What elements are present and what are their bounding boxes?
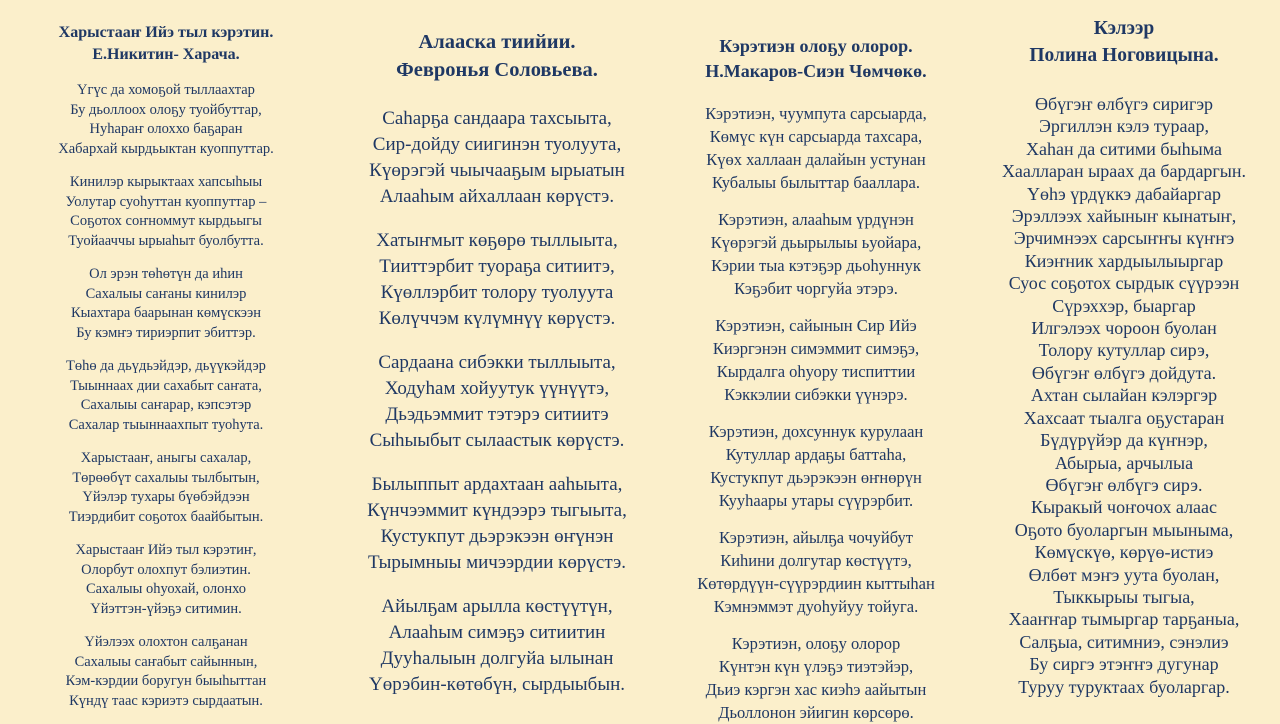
poem-line: Хаһан да ситими быһыма bbox=[1025, 138, 1222, 159]
poem-line: Күөрэгэй дьырылыы ьуойара, bbox=[710, 233, 922, 252]
poem-line: Кууһаары утары сүүрэрбит. bbox=[718, 491, 914, 510]
poem-line: Тииттэрбит туораҕа ситиитэ, bbox=[379, 256, 615, 277]
poem-line: Дьиэ кэргэн хас киэһэ аайытын bbox=[705, 680, 927, 699]
poem-line: Кыахтара баарынан көмүскээн bbox=[70, 305, 262, 321]
poem-line: Көлүччэм күлүмнүү көрүстэ. bbox=[378, 308, 616, 329]
poem-column-kharystaan bbox=[10, 0, 322, 711]
poem-line: Ол эрэн төһөтүн да иһин bbox=[89, 266, 243, 282]
poem-line: Эргиллэн кэлэ тураар, bbox=[1039, 116, 1209, 137]
stanza bbox=[332, 350, 662, 454]
stanza bbox=[664, 632, 968, 724]
poem-line: Ходуһам хойуутук үүнүүтэ, bbox=[384, 378, 610, 399]
poem-line: Өбүгэҥ өлбүгэ сирэ. bbox=[1045, 474, 1203, 495]
poem-column-alaaska-tiiyii bbox=[332, 0, 662, 698]
poem-line: Көмүс күн сарсыарда тахсара, bbox=[709, 127, 923, 146]
poem-line: Күндү таас кэриэтэ сырдаатын. bbox=[69, 692, 263, 709]
poem-line: Кэрэтиэн, чуумпута сарсыарда, bbox=[705, 104, 927, 123]
stanza bbox=[10, 357, 322, 435]
poem-line: Айылҕам арылла көстүүтүн, bbox=[381, 596, 613, 617]
stanza bbox=[10, 81, 322, 159]
poem-line: Сүрэххэр, быаргар bbox=[1052, 295, 1196, 316]
poem-line: Бу дьоллоох олоҕу туойбуттар, bbox=[70, 101, 262, 118]
poem-line: Көтөрдүүн-сүүрэрдиин кыттыһан bbox=[697, 574, 935, 593]
poem-author-line: Е.Никитин- Харача. bbox=[92, 45, 240, 63]
poem-line: Кэҕэбит чоргуйа этэрэ. bbox=[734, 279, 898, 298]
poem-column-keretien bbox=[664, 0, 968, 724]
poem-line: Кутуллар ардаҕы баттаһа, bbox=[725, 445, 907, 464]
poem-line: Бу сиргэ этэҥҥэ дугунар bbox=[1029, 654, 1219, 675]
poem-line: Кэмнэммэт дуоһуйуу тойуга. bbox=[713, 597, 919, 616]
poem-line: Күнчээммит күндээрэ тыгыыта, bbox=[367, 500, 627, 521]
poem-line: Хаалларан ыраах да бардаргын. bbox=[1001, 161, 1247, 182]
poem-line: Хахсаат тыалга оҕустаран bbox=[1023, 407, 1225, 428]
stanza bbox=[664, 526, 968, 618]
poem-line: Үөһэ үрдүккэ дабайаргар bbox=[1027, 183, 1221, 204]
poem-line: Толору кутуллар сирэ, bbox=[1038, 340, 1210, 361]
poem-line: Сир-дойду сиигинэн туолуута, bbox=[372, 134, 622, 155]
poem-line: Кэрэтиэн, сайынын Сир Ийэ bbox=[715, 316, 917, 335]
poem-line: Хааҥҥар тымыргар тарҕаныа, bbox=[1008, 609, 1240, 630]
poem-line: Күөх халлаан далайын устунан bbox=[706, 150, 926, 169]
poem-line: Кустукпут дьэрэкээн өҥүнэн bbox=[380, 526, 614, 547]
poem-line: Суос соҕотох сырдык сүүрээн bbox=[1008, 273, 1240, 294]
poem-line: Кустукпут дьэрэкээн өҥнөрүн bbox=[710, 468, 922, 487]
poem-line: Көмүскүө, көрүө-истиэ bbox=[1034, 542, 1214, 563]
poem-line: Кэрии тыа кэтэҕэр дьоһуннук bbox=[711, 256, 921, 275]
poem-line: Хабархай кырдьыктан куоппуттар. bbox=[58, 140, 274, 157]
poem-line: Күөллэрбит толору туолуута bbox=[380, 282, 614, 303]
poem-line: Сахалыы оһуохай, олонхо bbox=[85, 581, 247, 597]
poem-line: Тырымныы мичээрдии көрүстэ. bbox=[367, 552, 627, 573]
stanza bbox=[664, 208, 968, 300]
poem-title-line: Алааска тиийии. bbox=[418, 31, 576, 53]
poem-line: Киэргэнэн симэммит симэҕэ, bbox=[712, 339, 920, 358]
stanza bbox=[664, 314, 968, 406]
stanza bbox=[332, 228, 662, 332]
poem-line: Уолутар суоһуттан куоппуттар – bbox=[65, 193, 267, 210]
poem-line: Сахалыы саҥабыт сайыннын, bbox=[74, 653, 258, 670]
poem-line: Кубалыы былыттар бааллара. bbox=[712, 173, 920, 192]
poem-line: Киһини долгутар көстүүтэ, bbox=[720, 551, 912, 570]
poem-title bbox=[10, 22, 322, 65]
poem-line: Өбүгэҥ өлбүгэ сиригэр bbox=[1034, 94, 1214, 114]
poem-line: Сахалыы саҥаны кинилэр bbox=[85, 285, 247, 302]
poem-line: Сардаана сибэкки тыллыыта, bbox=[378, 352, 616, 373]
poem-line: Үйэттэн-үйэҕэ ситимин. bbox=[90, 600, 242, 617]
poem-line: Күнтэн күн үлэҕэ тиэтэйэр, bbox=[718, 657, 914, 676]
stanza bbox=[664, 420, 968, 512]
poem-line: Кырдалга оһуору тиспиттии bbox=[716, 362, 916, 381]
poem-line: Хатыҥмыт көҕөрө тыллыыта, bbox=[376, 230, 618, 251]
poem-line: Кэрэтиэн, олоҕу олорор bbox=[731, 634, 901, 653]
poem-line: Соҕотох соҥноммут кырдьыгы bbox=[70, 213, 262, 229]
poem-line: Ахтан сылайан кэлэргэр bbox=[1030, 385, 1218, 406]
poem-line: Өлбөт мэҥэ уута буолан, bbox=[1028, 564, 1220, 585]
poem-line: Кыракый чоҥочох алаас bbox=[1030, 497, 1218, 518]
stanza bbox=[968, 93, 1280, 698]
poem-line: Олорбут олохпут бэлиэтин. bbox=[81, 561, 251, 578]
poem-line: Тыккырыы тыгыа, bbox=[1053, 586, 1195, 607]
poem-title bbox=[332, 28, 662, 84]
poem-line: Сахалар тыыннаахпыт туоһута. bbox=[68, 416, 264, 433]
poem-line: Бүдүрүйэр да күҥнэр, bbox=[1040, 430, 1208, 451]
poem-title-line: Кэлээр bbox=[1093, 18, 1155, 39]
poem-line: Кэм-кэрдии боругун быыһыттан bbox=[65, 673, 267, 689]
poem-line: Былыппыт ардахтаан ааһыыта, bbox=[371, 474, 623, 495]
poem-author-line: Н.Макаров-Сиэн Чөмчөкө. bbox=[705, 61, 927, 81]
poem-line: Салҕыа, ситимниэ, сэнэлиэ bbox=[1019, 631, 1229, 652]
poem-line: Киэҥник хардыылыыргар bbox=[1024, 250, 1224, 271]
poem-line: Төрөөбүт сахалыы тылбытын, bbox=[72, 469, 260, 486]
poem-line: Төһө да дьүдьэйдэр, дьүүкэйдэр bbox=[66, 358, 266, 374]
poem-line: Тиэрдибит соҕотох баайбытын. bbox=[68, 508, 264, 525]
stanza bbox=[10, 633, 322, 711]
stanza bbox=[10, 449, 322, 527]
poem-line: Үйэлээх олохтон салҕанан bbox=[84, 634, 248, 650]
poem-line: Харыстааҥ, аныгы сахалар, bbox=[80, 450, 252, 466]
poem-line: Туруу туруктаах буоларгар. bbox=[1018, 676, 1230, 697]
poem-column-keleer bbox=[968, 0, 1280, 698]
poem-line: Харыстааҥ Ийэ тыл кэрэтиҥ, bbox=[75, 542, 257, 558]
poem-line: Тыыннаах дии сахабыт саҥата, bbox=[70, 377, 262, 394]
poem-line: Кэрэтиэн, дохсуннук курулаан bbox=[708, 422, 924, 441]
stanza bbox=[332, 472, 662, 576]
poem-line: Дьоллонон эйигин көрсөрө. bbox=[718, 703, 914, 722]
poem-title bbox=[664, 34, 968, 84]
stanza bbox=[10, 173, 322, 251]
poem-line: Кинилэр кырыктаах хапсыһыы bbox=[69, 174, 263, 190]
poem-line: Алааһым симэҕэ ситиитин bbox=[388, 622, 606, 643]
poem-line: Эрчимнээх сарсыҥҥы күҥҥэ bbox=[1013, 228, 1235, 249]
stanza bbox=[332, 594, 662, 698]
poem-author-line: Февронья Соловьева. bbox=[396, 59, 598, 81]
poem-line: Илгэлээх чороон буолан bbox=[1031, 318, 1217, 339]
poem-author-line: Полина Ноговицына. bbox=[1029, 44, 1219, 66]
poem-title-line: Харыстааҥ Ийэ тыл кэрэтин. bbox=[58, 24, 274, 41]
stanza bbox=[10, 265, 322, 343]
stanza bbox=[332, 106, 662, 210]
poem-line: Алааһым айхаллаан көрүстэ. bbox=[379, 186, 615, 207]
poem-line: Эрэллээх хайыныҥ кынатыҥ, bbox=[1011, 206, 1237, 227]
poem-line: Бу кэмҥэ тириэрпит эбиттэр. bbox=[76, 324, 256, 341]
poem-line: Өбүгэҥ өлбүгэ дойдута. bbox=[1031, 362, 1217, 383]
poem-line: Кэккэлии сибэкки үүнэрэ. bbox=[724, 385, 908, 404]
poem-line: Саһарҕа сандаара тахсыыта, bbox=[382, 108, 612, 129]
stanza bbox=[10, 541, 322, 619]
poem-line: Үөрэбин-көтөбүн, сырдыыбын. bbox=[368, 674, 626, 695]
poem-line: Абырыа, арчылыа bbox=[1054, 452, 1194, 473]
poem-line: Үйэлэр тухары бүөбэйдээн bbox=[82, 489, 250, 505]
poem-line: Туойааччы ырыаһыт буолбутта. bbox=[68, 232, 264, 249]
stanza bbox=[664, 102, 968, 194]
poem-title bbox=[968, 16, 1280, 69]
poem-line: Үгүс да хомоҕой тыллаахтар bbox=[77, 82, 255, 98]
poem-line: Сыһыыбыт сылаастык көрүстэ. bbox=[369, 430, 625, 451]
poem-line: Нуһараҥ олоххо баҕаран bbox=[89, 121, 243, 137]
poem-line: Күөрэгэй чыычааҕым ырыатын bbox=[369, 160, 625, 181]
poem-line: Сахалыы саҥарар, кэпсэтэр bbox=[80, 397, 252, 413]
poem-title-line: Кэрэтиэн олоҕу олорор. bbox=[719, 36, 913, 56]
poem-line: Дууһалыын долгуйа ылынан bbox=[380, 648, 614, 669]
poem-line: Кэрэтиэн, алааһым үрдүнэн bbox=[718, 210, 914, 229]
poem-line: Дьэдьэммит тэтэрэ ситиитэ bbox=[385, 404, 609, 425]
poem-line: Кэрэтиэн, айылҕа чочуйбут bbox=[719, 528, 913, 547]
poem-line: Оҕото буоларгын мыыныма, bbox=[1014, 519, 1234, 540]
